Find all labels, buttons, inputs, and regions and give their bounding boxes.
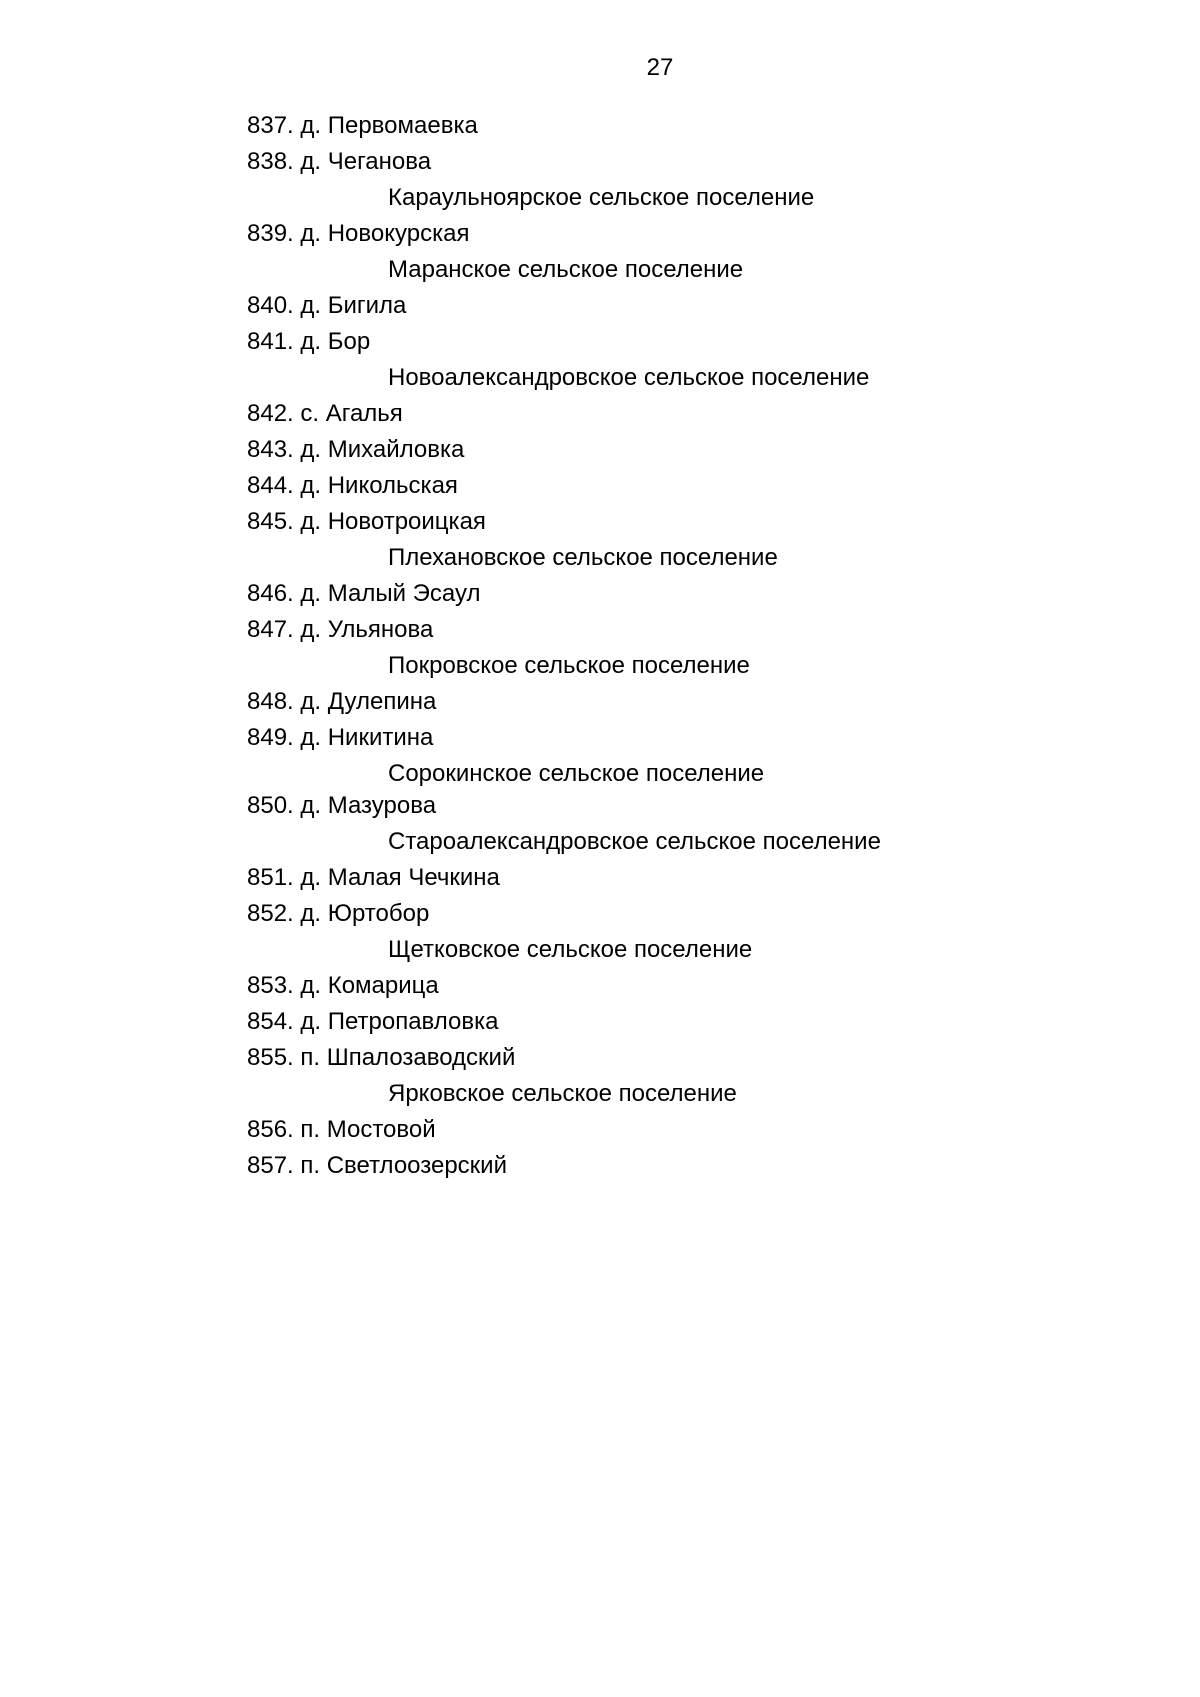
list-item: 841. д. Бор <box>247 328 371 355</box>
list-item: 856. п. Мостовой <box>247 1116 436 1143</box>
settlement-heading: Караульноярское сельское поселение <box>388 184 815 211</box>
settlement-heading: Сорокинское сельское поселение <box>388 760 765 787</box>
settlement-heading: Маранское сельское поселение <box>388 256 744 283</box>
list-item: 838. д. Чеганова <box>247 148 432 175</box>
list-item: 854. д. Петропавловка <box>247 1008 499 1035</box>
list-item: 846. д. Малый Эсаул <box>247 580 481 607</box>
settlement-heading: Новоалександровское сельское поселение <box>388 364 870 391</box>
list-item: 845. д. Новотроицкая <box>247 508 486 535</box>
list-item: 852. д. Юртобор <box>247 900 430 927</box>
list-item: 849. д. Никитина <box>247 724 434 751</box>
list-item: 848. д. Дулепина <box>247 688 437 715</box>
list-item: 847. д. Ульянова <box>247 616 434 643</box>
settlement-heading: Щетковское сельское поселение <box>388 936 753 963</box>
settlement-heading: Староалександровское сельское поселение <box>388 828 881 855</box>
list-item: 840. д. Бигила <box>247 292 407 319</box>
list-item: 842. с. Агалья <box>247 400 403 427</box>
list-item: 851. д. Малая Чечкина <box>247 864 500 891</box>
list-item: 853. д. Комарица <box>247 972 439 999</box>
list-item: 844. д. Никольская <box>247 472 458 499</box>
list-item: 837. д. Первомаевка <box>247 112 478 139</box>
settlement-heading: Плехановское сельское поселение <box>388 544 778 571</box>
list-item: 850. д. Мазурова <box>247 792 437 819</box>
page-number: 27 <box>646 54 674 81</box>
settlement-heading: Покровское сельское поселение <box>388 652 750 679</box>
list-item: 857. п. Светлоозерский <box>247 1152 507 1179</box>
list-item: 855. п. Шпалозаводский <box>247 1044 516 1071</box>
list-item: 839. д. Новокурская <box>247 220 470 247</box>
settlement-heading: Ярковское сельское поселение <box>388 1080 737 1107</box>
list-item: 843. д. Михайловка <box>247 436 465 463</box>
